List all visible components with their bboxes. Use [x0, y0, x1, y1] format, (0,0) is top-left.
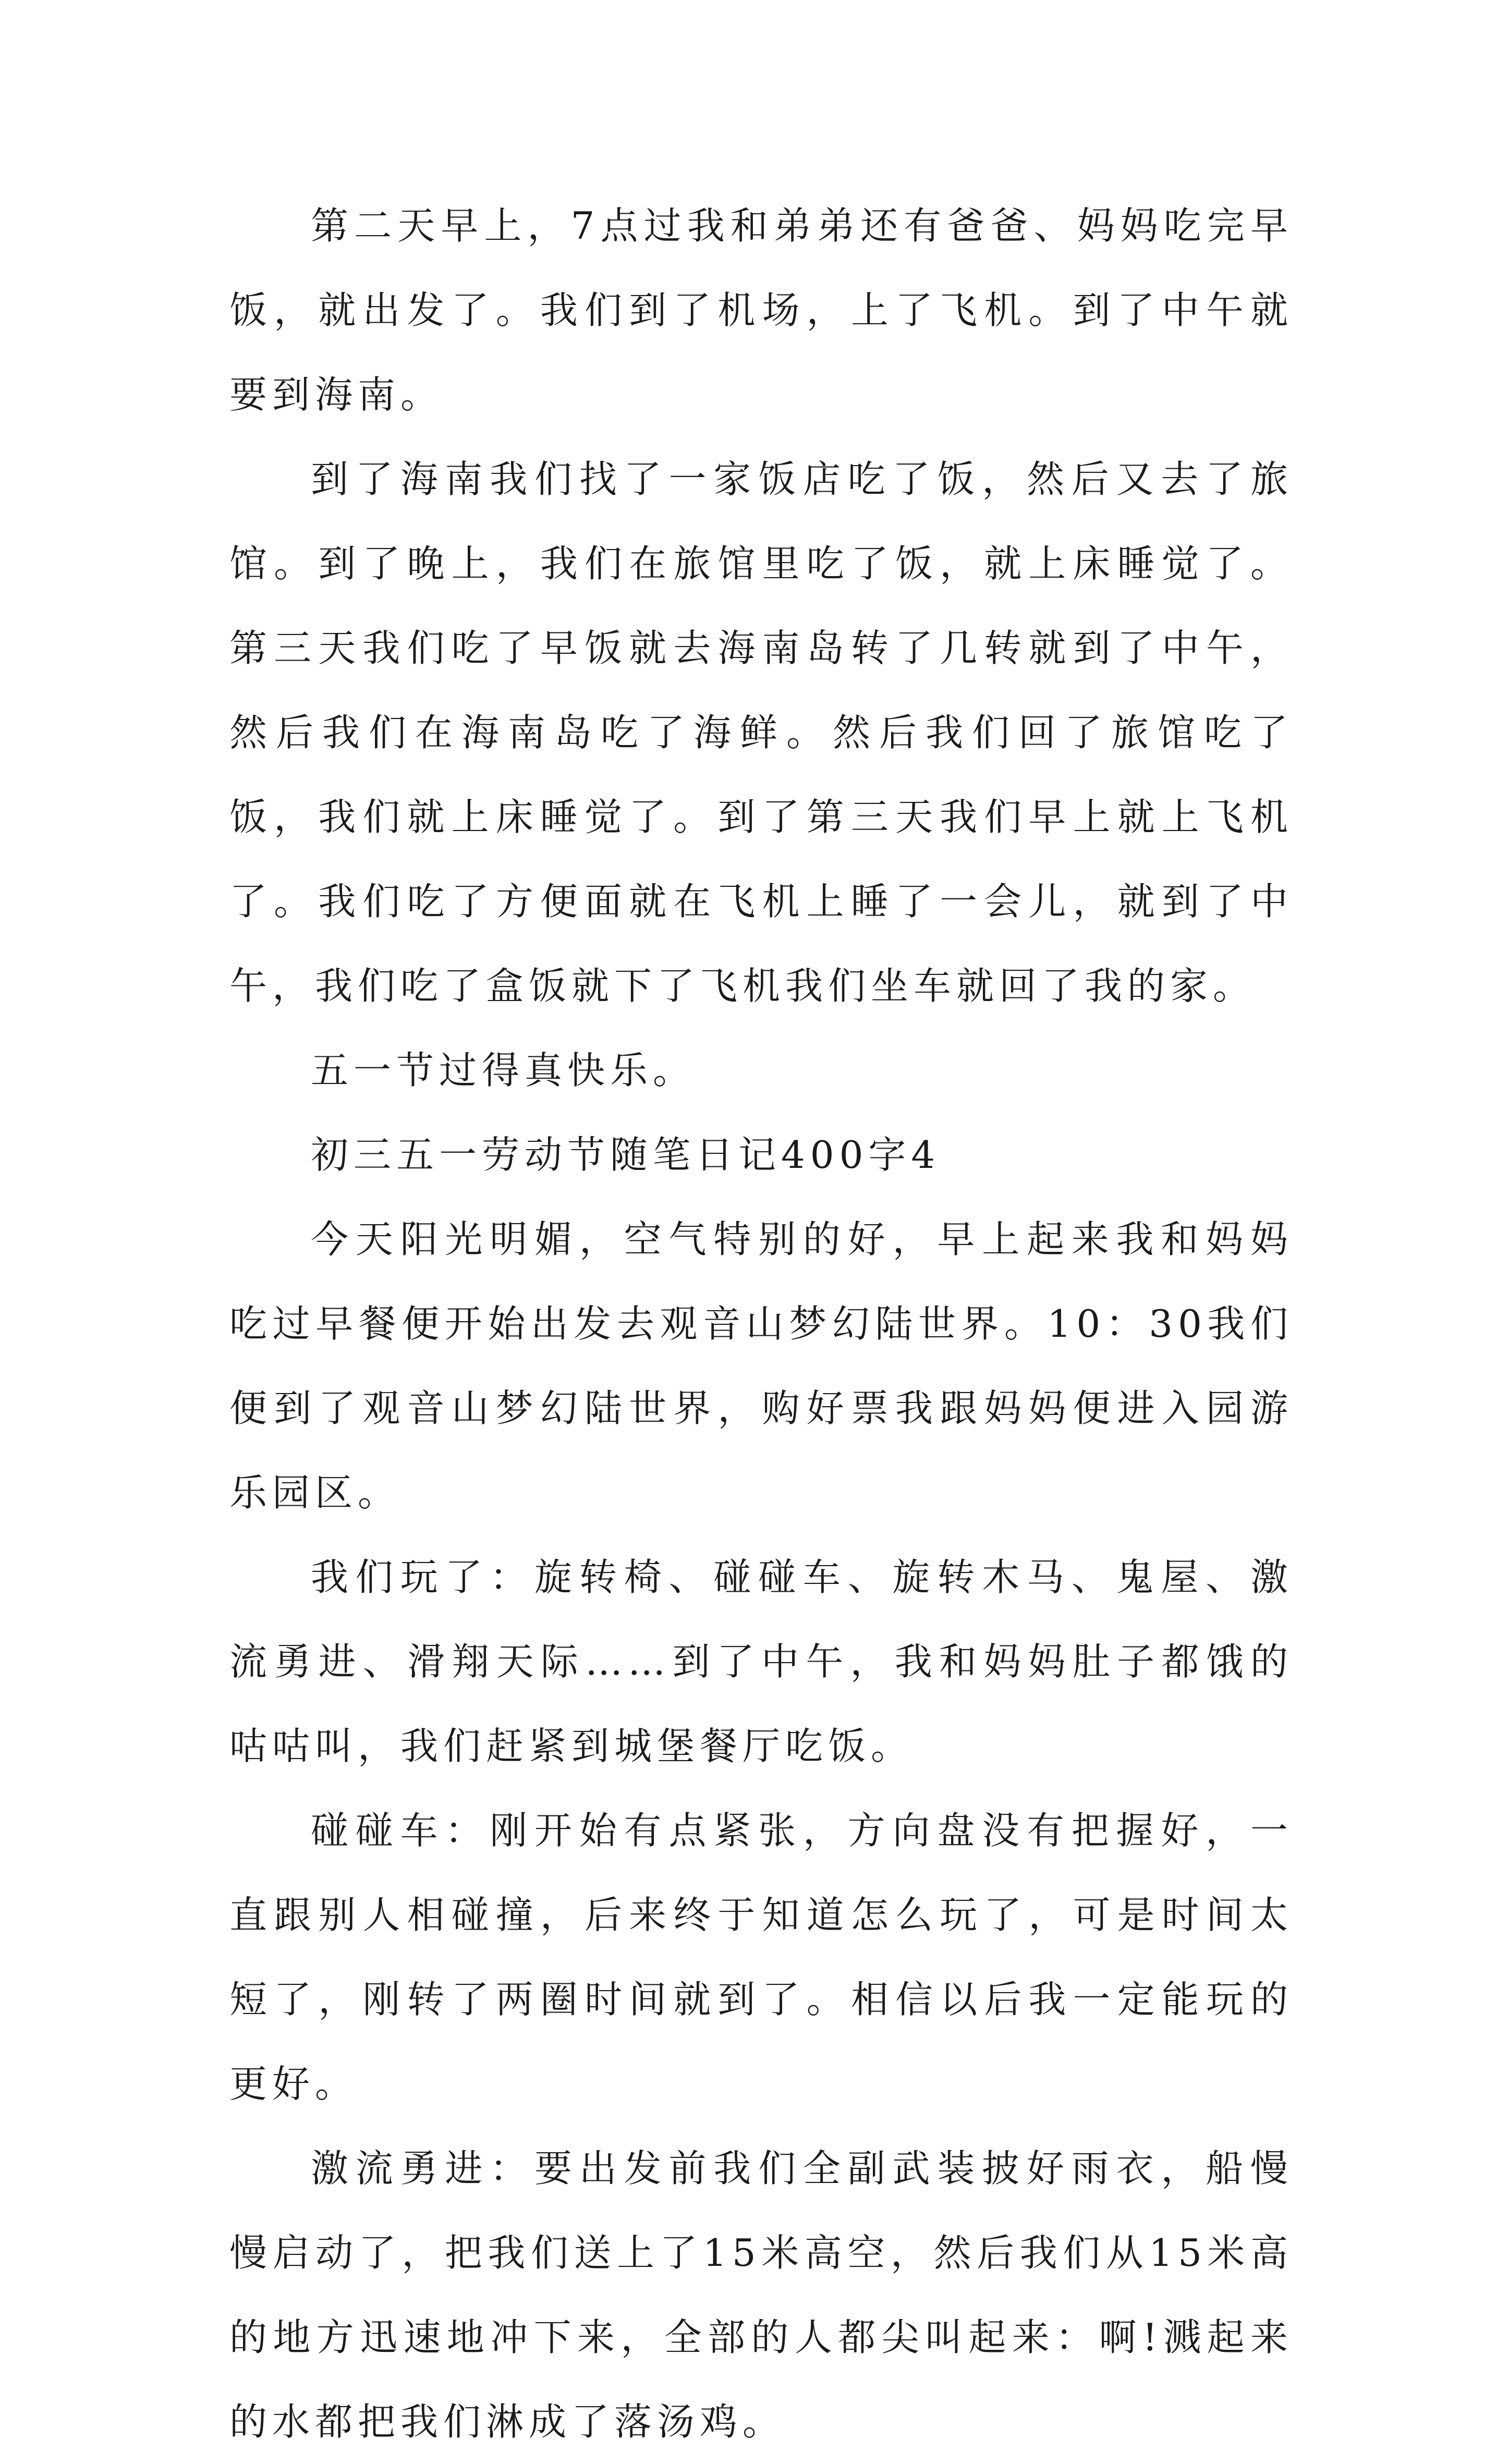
section-title: 初三五一劳动节随笔日记400字4 — [311, 1133, 941, 1177]
paragraph-trip-start: 第二天早上，7点过我和弟弟还有爸爸、妈妈吃完早饭，就出发了。我们到了机场，上了飞机。到了中午就要到海南。 — [229, 204, 1293, 417]
paragraph-rides: 我们玩了：旋转椅、碰碰车、旋转木马、鬼屋、激流勇进、滑翔天际……到了中午，我和妈妈肚子都饿的咕咕叫，我们赶紧到城堡餐厅吃饭。 — [229, 1555, 1293, 1768]
paragraph-hainan: 到了海南我们找了一家饭店吃了饭，然后又去了旅馆。到了晚上，我们在旅馆里吃了饭，就上床睡觉了。第三天我们吃了早饭就去海南岛转了几转就到了中午，然后我们在海南岛吃了海鲜。然后我们回了旅馆吃了饭，我们就上床睡觉了。到了第三天我们早上就上飞机了。我们吃了方便面就在飞机上睡了一会儿，就到了中午，我们吃了盒饭就下了飞机我们坐车就回了我的家。 — [229, 457, 1293, 1008]
paragraph-log-flume: 激流勇进：要出发前我们全副武装披好雨衣，船慢慢启动了，把我们送上了15米高空，然后我们从15米高的地方迅速地冲下来，全部的人都尖叫起来：啊!溅起来的水都把我们淋成了落汤鸡。 — [229, 2146, 1293, 2444]
paragraph-bumper-cars: 碰碰车：刚开始有点紧张，方向盘没有把握好，一直跟别人相碰撞，后来终于知道怎么玩了，可是时间太短了，刚转了两圈时间就到了。相信以后我一定能玩的更好。 — [229, 1809, 1293, 2106]
paragraph-conclusion: 五一节过得真快乐。 — [311, 1048, 696, 1092]
document-body — [229, 184, 1293, 2464]
paragraph-intro: 今天阳光明媚，空气特别的好，早上起来我和妈妈吃过早餐便开始出发去观音山梦幻陆世界。10：30我们便到了观音山梦幻陆世界，购好票我跟妈妈便进入园游乐园区。 — [229, 1217, 1293, 1515]
